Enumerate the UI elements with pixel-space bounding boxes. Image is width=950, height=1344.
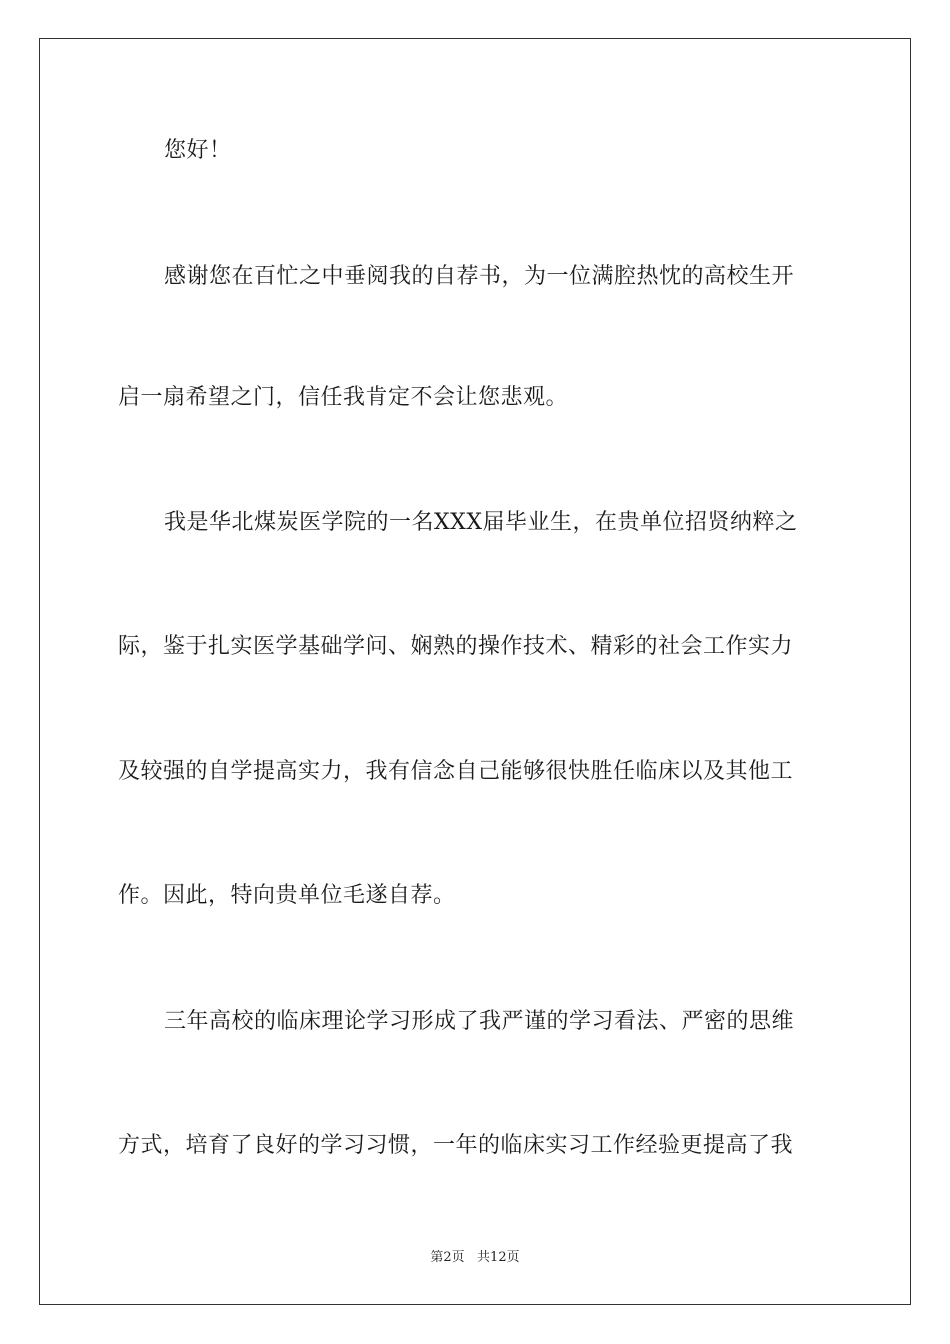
paragraph-line: 际，鉴于扎实医学基础学问、娴熟的操作技术、精彩的社会工作实力 — [118, 634, 794, 659]
paragraph-line: 三年高校的临床理论学习形成了我严谨的学习看法、严密的思维 — [164, 1009, 795, 1034]
paragraph-line: 我是华北煤炭医学院的一名XXX届毕业生，在贵单位招贤纳粹之 — [164, 510, 798, 535]
paragraph-line: 及较强的自学提高实力，我有信念自己能够很快胜任临床以及其他工 — [118, 759, 794, 784]
paragraph-line: 方式，培育了良好的学习习惯，一年的临床实习工作经验更提高了我 — [118, 1133, 794, 1158]
paragraph-line: 作。因此，特向贵单位毛遂自荐。 — [118, 883, 456, 908]
page-frame — [39, 38, 911, 1305]
page-number-footer: 第2页 共12页 — [430, 1250, 520, 1265]
paragraph-line: 感谢您在百忙之中垂阅我的自荐书，为一位满腔热忱的高校生开 — [164, 264, 795, 289]
greeting-line: 您好！ — [164, 138, 232, 163]
paragraph-line: 启一扇希望之门，信任我肯定不会让您悲观。 — [118, 385, 569, 410]
